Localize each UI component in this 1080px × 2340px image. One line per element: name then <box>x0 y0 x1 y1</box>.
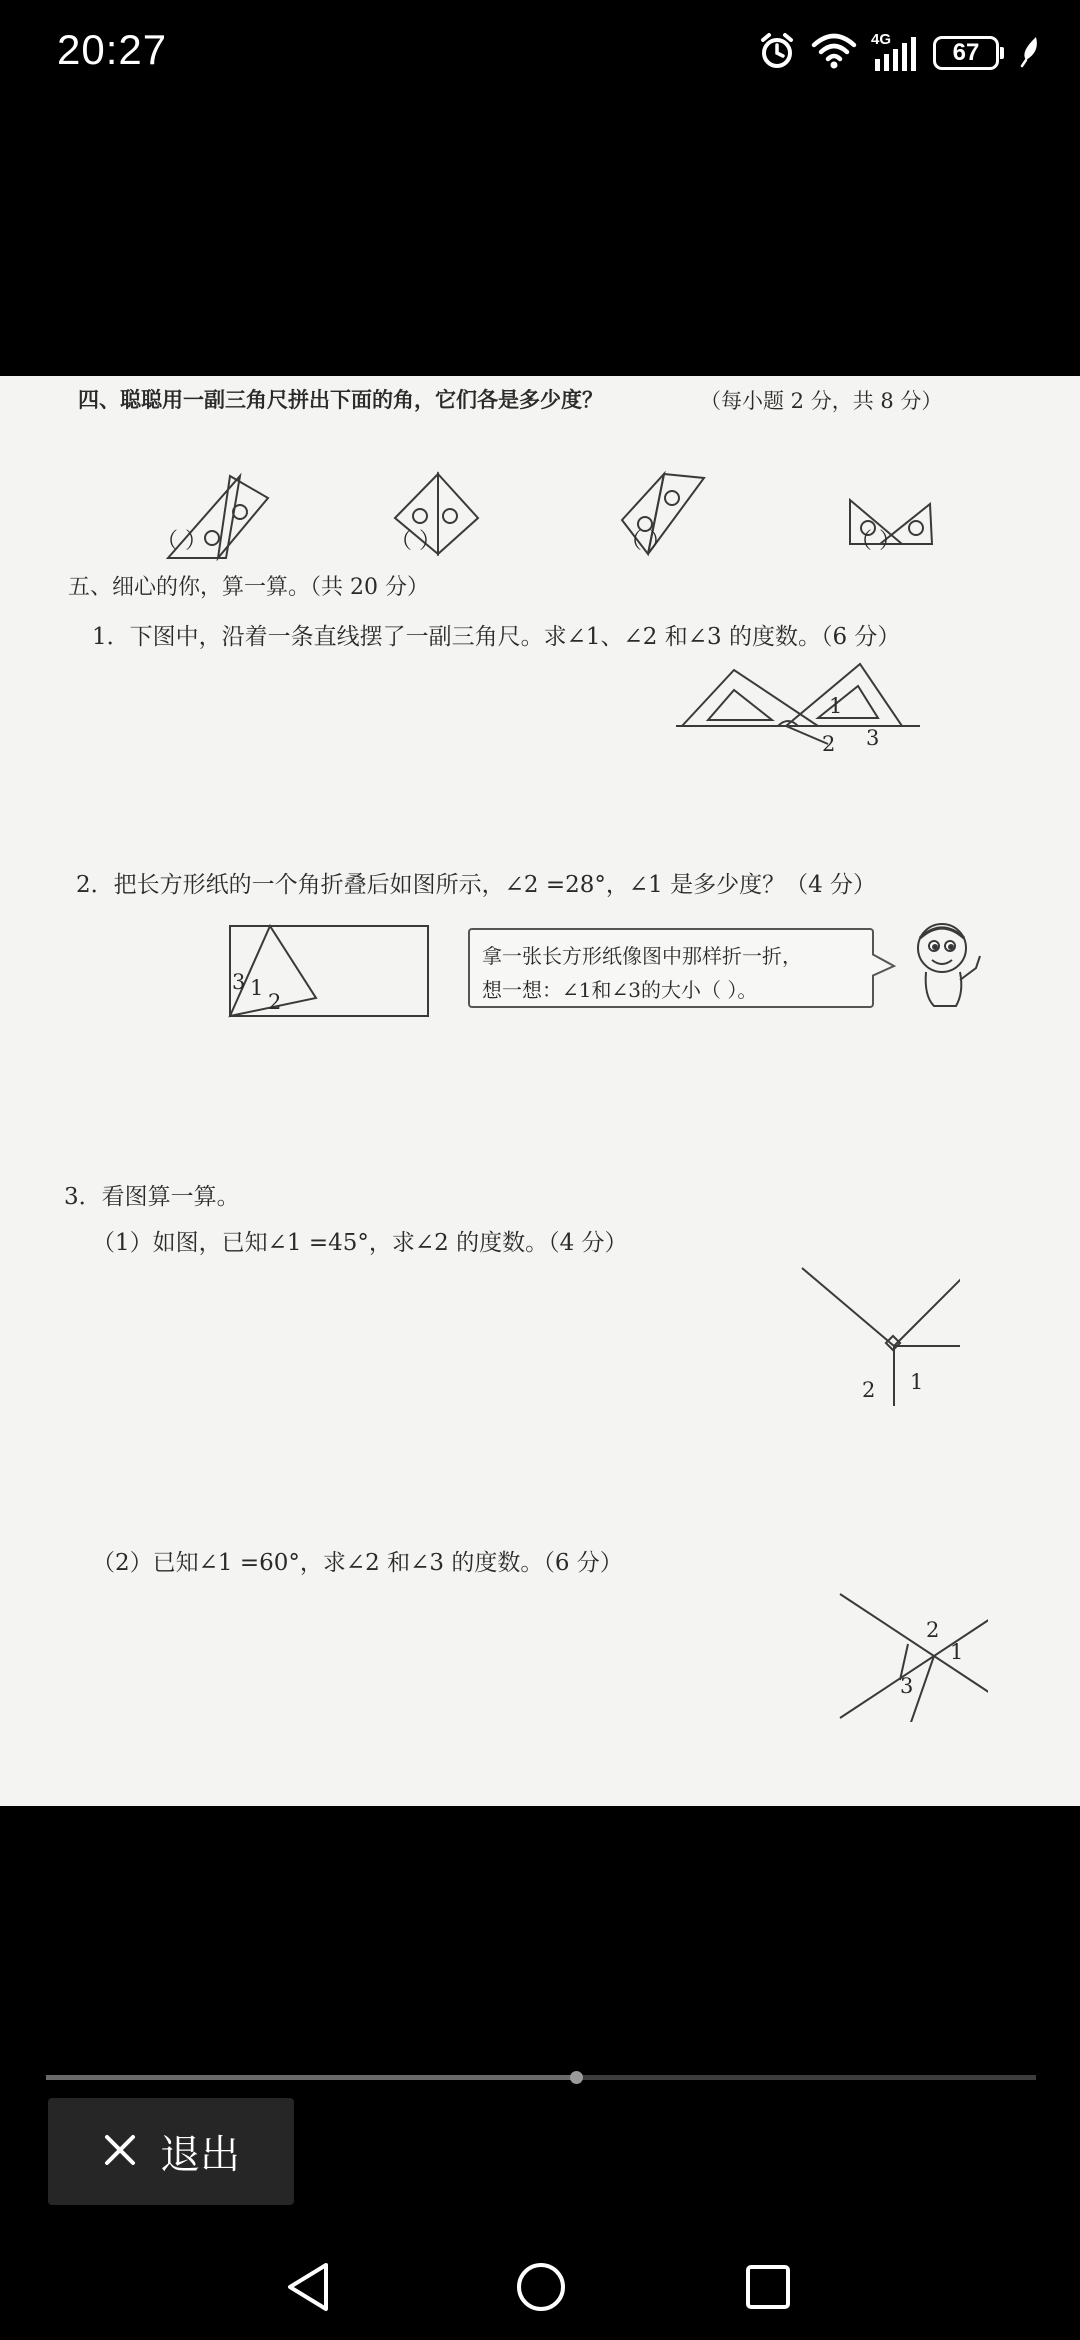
q2-hint-line2: 想一想：∠1和∠3的大小（ ）。 <box>482 978 758 1002</box>
q2-figure <box>226 922 436 1022</box>
q2-hint-line1: 拿一张长方形纸像图中那样折一折， <box>482 944 802 968</box>
q1-label-2: 2 <box>822 732 836 756</box>
leaf-icon <box>1018 34 1040 72</box>
signal-icon <box>871 33 919 73</box>
q3-1-text: （1）如图，已知∠1 =45°，求∠2 的度数。（4 分） <box>92 1230 628 1256</box>
q3-2-figure <box>838 1592 988 1722</box>
progress-thumb[interactable] <box>570 2071 583 2084</box>
exit-button[interactable] <box>48 2098 294 2205</box>
section4-score: （每小题 2 分，共 8 分） <box>700 389 943 413</box>
battery-indicator <box>933 36 1004 70</box>
alarm-icon <box>757 31 797 75</box>
progress-remaining <box>582 2075 1036 2080</box>
q1-figure <box>668 656 928 766</box>
network-type: 4G <box>871 31 892 48</box>
answer-blank-3: （ ） <box>620 529 671 554</box>
status-icons <box>757 28 1040 78</box>
status-bar <box>0 0 1080 110</box>
answer-blank-1: （ ） <box>156 529 207 554</box>
q3-2-label-1: 1 <box>950 1640 964 1664</box>
q1-label-1: 1 <box>829 694 843 718</box>
nav-recents-button[interactable] <box>733 2254 803 2324</box>
answer-blank-2: （ ） <box>390 529 441 554</box>
q2-bubble-tail <box>872 950 902 980</box>
close-icon <box>102 2132 138 2172</box>
home-icon <box>514 2260 568 2318</box>
cartoon-boy-icon <box>908 916 988 1010</box>
section4-title: 四、聪聪用一副三角尺拼出下面的角，它们各是多少度？ <box>78 387 603 412</box>
progress-fill <box>46 2075 576 2080</box>
q3-1-label-2: 2 <box>862 1378 876 1402</box>
exit-label: 退出 <box>160 2132 240 2178</box>
system-nav-bar <box>0 2232 1080 2340</box>
battery-tip <box>1000 47 1004 59</box>
viewer-progress-bar[interactable] <box>46 2075 1036 2080</box>
section5-title: 五、细心的你，算一算。（共 20 分） <box>68 575 429 600</box>
document-page[interactable] <box>0 376 1080 1806</box>
nav-back-button[interactable] <box>274 2254 344 2324</box>
q3-text: 3．看图算一算。 <box>64 1184 240 1210</box>
nav-home-button[interactable] <box>506 2254 576 2324</box>
q3-2-label-3: 3 <box>900 1674 914 1698</box>
q2-hint-bubble <box>468 928 874 1008</box>
q2-label-1: 1 <box>250 976 264 1000</box>
battery-level: 67 <box>933 36 999 70</box>
q3-1-label-1: 1 <box>910 1370 924 1394</box>
q3-2-text: （2）已知∠1 =60°，求∠2 和∠3 的度数。（6 分） <box>92 1550 623 1576</box>
q1-text: 1．下图中，沿着一条直线摆了一副三角尺。求∠1、∠2 和∠3 的度数。（6 分） <box>92 624 901 650</box>
wifi-icon <box>811 31 857 75</box>
answer-blank-4: （ ） <box>850 529 901 554</box>
q3-1-figure <box>800 1266 960 1406</box>
status-time: 20:27 <box>57 26 168 73</box>
q3-2-label-2: 2 <box>926 1618 940 1642</box>
q2-label-2: 2 <box>268 990 282 1014</box>
back-icon <box>284 2261 334 2317</box>
q1-label-3: 3 <box>866 726 880 750</box>
q2-label-3: 3 <box>232 970 246 994</box>
recents-icon <box>744 2263 792 2315</box>
q2-text: 2．把长方形纸的一个角折叠后如图所示，∠2 =28°，∠1 是多少度？（4 分） <box>76 872 877 898</box>
